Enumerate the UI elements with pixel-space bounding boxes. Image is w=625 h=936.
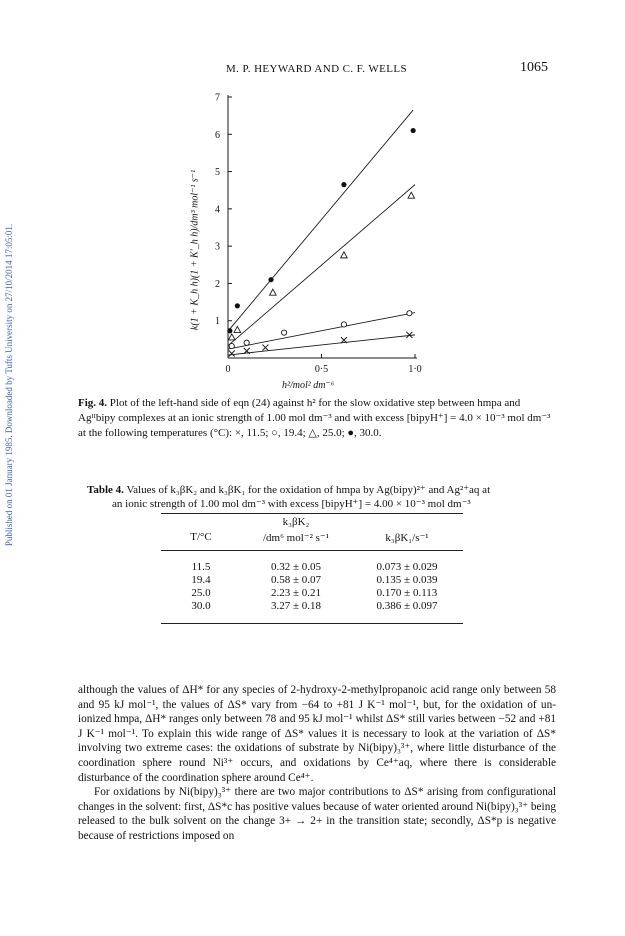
col-header-k2-units: /dm⁶ mol⁻² s⁻¹ bbox=[262, 532, 330, 544]
table-caption-line-1 bbox=[87, 483, 490, 496]
cell-k3-beta-k1: 0.386 ± 0.097 bbox=[376, 600, 438, 612]
data-point-cross bbox=[262, 345, 268, 351]
table-row bbox=[161, 561, 463, 574]
y-tick-label: 5 bbox=[215, 167, 220, 179]
cell-k3-beta-k2: 0.58 ± 0.07 bbox=[270, 574, 322, 586]
data-point-triangle-open bbox=[234, 326, 241, 332]
cell-temperature: 30.0 bbox=[191, 600, 211, 612]
y-tick-label: 2 bbox=[215, 278, 220, 290]
cell-k3-beta-k1: 0.073 ± 0.029 bbox=[376, 561, 438, 573]
fit-line-circle-open bbox=[228, 313, 415, 350]
data-point-triangle-open bbox=[341, 252, 348, 258]
figure-caption-text: Plot of the left-hand side of eqn (24) against h² for the slow oxidative step between hmpa and Agᴵᴵbipy complexes at an ionic strength of 1.00 mol dm⁻³ and with excess [bipyH⁺] = 4.0 × 10⁻³ mol dm⁻³ at the following temperatures (°C): ×, 11.5; ○, 19.4; △, 25.0; ●, 30.0. bbox=[78, 397, 551, 439]
table-top-rule bbox=[161, 513, 463, 514]
y-tick-label: 6 bbox=[215, 129, 220, 141]
y-tick-label: 7 bbox=[215, 92, 220, 104]
cell-k3-beta-k2: 3.27 ± 0.18 bbox=[270, 600, 322, 612]
data-point-circle-filled bbox=[227, 328, 232, 333]
data-point-triangle-open bbox=[228, 334, 235, 340]
fit-line-triangle-open bbox=[228, 185, 415, 346]
cell-k3-beta-k2: 0.32 ± 0.05 bbox=[270, 561, 322, 573]
body-text bbox=[78, 683, 556, 844]
table-row bbox=[161, 574, 463, 587]
col-header-k1: k₃βK₁/s⁻¹ bbox=[385, 532, 429, 544]
figure-4-plot bbox=[0, 0, 625, 400]
data-point-circle-open bbox=[229, 343, 234, 348]
y-tick-label: 1 bbox=[215, 316, 220, 328]
download-stamp-text: Published on 01 January 1985. Downloaded by Tufts University on 27/10/2014 17:05:01. bbox=[4, 223, 14, 547]
table-caption-line-2: an ionic strength of 1.00 mol dm⁻³ with excess [bipyH⁺] = 4.00 × 10⁻³ mol dm⁻³ bbox=[112, 498, 471, 510]
page-number: 1065 bbox=[520, 60, 548, 75]
data-point-circle-filled bbox=[268, 277, 273, 282]
x-axis-label: h²/mol² dm⁻⁶ bbox=[282, 380, 335, 391]
body-paragraph-1: although the values of ΔH* for any species of 2-hydroxy-2-methylpropanoic acid range only between 58 and 95 kJ mol⁻¹, the values of ΔS* vary from −64 to +81 J K⁻¹ mol⁻¹, but, for the oxidation of un-ionized hmpa, ΔH* ranges only between 78 and 95 kJ mol⁻¹ whilst ΔS* still varies between −52 and +81 J K⁻¹ mol⁻¹. To explain this wide range of ΔS* values it is necessary to look at the variation of ΔS* involving two extreme cases: the oxidations of substrate by Ni(bipy)₃³⁺, where little disturbance of the coordination sphere round Ni³⁺ occurs, and oxidations by Ce⁴⁺aq, where there is considerable disturbance of the coordination sphere around Ce⁴⁺. bbox=[78, 684, 556, 784]
cell-k3-beta-k1: 0.135 ± 0.039 bbox=[376, 574, 438, 586]
data-point-circle-open bbox=[282, 330, 287, 335]
y-axis-label: k(1 + K_h h)(1 + K'_h h)/dm³ mol⁻¹ s⁻¹ bbox=[189, 169, 201, 331]
data-point-triangle-open bbox=[270, 289, 277, 295]
y-tick-label: 3 bbox=[215, 241, 220, 253]
table-row bbox=[161, 587, 463, 600]
figure-caption bbox=[78, 396, 556, 441]
table-bottom-rule bbox=[161, 623, 463, 624]
data-point-circle-filled bbox=[411, 128, 416, 133]
table-row bbox=[161, 600, 463, 613]
table-caption-label: Table 4. bbox=[87, 484, 124, 496]
cell-temperature: 19.4 bbox=[191, 574, 211, 586]
x-tick-label: 1·0 bbox=[408, 364, 422, 375]
cell-temperature: 11.5 bbox=[191, 561, 211, 573]
cell-temperature: 25.0 bbox=[191, 587, 211, 599]
data-point-circle-open bbox=[407, 311, 412, 316]
x-tick-label: 0 bbox=[225, 364, 231, 375]
data-point-cross bbox=[229, 351, 235, 357]
col-header-temperature: T/°C bbox=[190, 531, 212, 543]
body-paragraph-2: For oxidations by Ni(bipy)₃³⁺ there are two major contributions to ΔS* arising from configurational changes in the solvent: first, ΔS*c has positive values because of water oriented around Ni(bipy)₃³⁺ being released to the bulk solvent on the change 3+ → 2+ in the transition state; secondly, ΔS*p is negative because of restrictions imposed on bbox=[78, 786, 556, 842]
table-caption-text-1: Values of k₃βK₂ and k₃βK₁ for the oxidation of hmpa by Ag(bipy)²⁺ and Ag²⁺aq at bbox=[123, 484, 491, 496]
fit-line-cross bbox=[228, 335, 415, 355]
data-point-triangle-open bbox=[408, 192, 415, 198]
data-point-circle-filled bbox=[341, 182, 346, 187]
col-header-k2-symbol: k₃βK₂ bbox=[282, 516, 310, 528]
table-header-rule bbox=[161, 550, 463, 551]
figure-caption-label: Fig. 4. bbox=[78, 397, 108, 409]
header-authors: M. P. HEYWARD AND C. F. WELLS bbox=[226, 63, 408, 75]
data-point-circle-open bbox=[341, 322, 346, 327]
cell-k3-beta-k2: 2.23 ± 0.21 bbox=[270, 587, 322, 599]
y-tick-label: 4 bbox=[215, 204, 220, 216]
cell-k3-beta-k1: 0.170 ± 0.113 bbox=[376, 587, 438, 599]
data-point-circle-filled bbox=[235, 303, 240, 308]
data-point-circle-open bbox=[244, 340, 249, 345]
x-tick-label: 0·5 bbox=[314, 364, 329, 375]
fit-line-circle-filled bbox=[228, 110, 413, 331]
